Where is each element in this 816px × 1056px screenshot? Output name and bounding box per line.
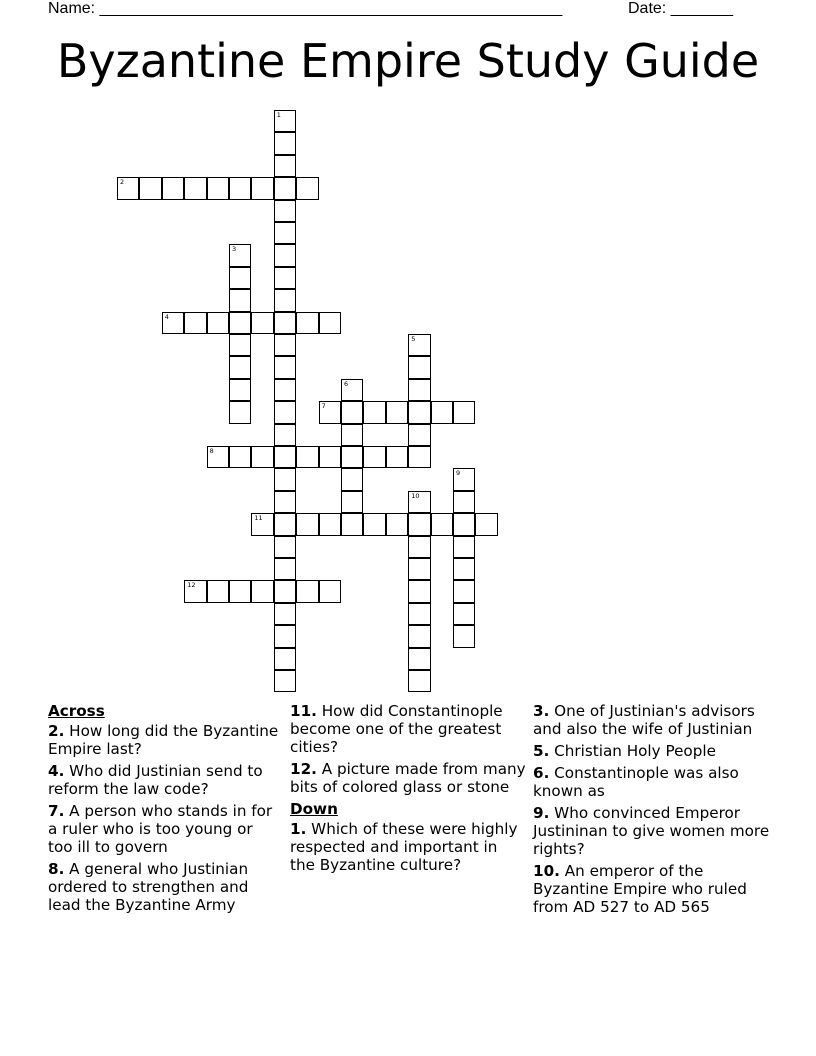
crossword-cell[interactable] [274, 536, 296, 558]
cell-number: 2 [120, 178, 125, 187]
crossword-cell[interactable] [229, 334, 251, 356]
crossword-cell[interactable] [341, 424, 363, 446]
clue-number: 6. [533, 764, 550, 782]
crossword-cell[interactable] [184, 580, 206, 602]
crossword-cell[interactable] [274, 132, 296, 154]
crossword-cell[interactable] [363, 513, 385, 535]
crossword-cell[interactable] [251, 312, 273, 334]
crossword-cell[interactable] [274, 558, 296, 580]
crossword-cell[interactable] [274, 289, 296, 311]
crossword-cell[interactable] [296, 580, 318, 602]
clue-text: How did Constantinople become one of the greatest cities? [290, 702, 503, 756]
crossword-cell[interactable] [229, 289, 251, 311]
crossword-cell[interactable] [408, 513, 430, 535]
crossword-cell[interactable] [274, 648, 296, 670]
clue-number: 2. [48, 722, 65, 740]
crossword-cell[interactable] [274, 200, 296, 222]
crossword-cell[interactable] [408, 648, 430, 670]
clue-across-4 [48, 762, 280, 798]
clue-text: Which of these were highly respected and important in the Byzantine culture? [290, 820, 518, 874]
cell-number: 4 [164, 312, 169, 321]
crossword-cell[interactable] [386, 513, 408, 535]
crossword-cell[interactable] [274, 468, 296, 490]
crossword-cell[interactable] [162, 177, 184, 199]
clue-number: 12. [290, 760, 317, 778]
crossword-cell[interactable] [274, 491, 296, 513]
crossword-cell[interactable] [229, 401, 251, 423]
crossword-cell[interactable] [274, 513, 296, 535]
crossword-cell[interactable] [431, 401, 453, 423]
clue-text: How long did the Byzantine Empire last? [48, 722, 279, 758]
crossword-cell[interactable] [296, 513, 318, 535]
crossword-cell[interactable] [251, 513, 273, 535]
clue-text: An emperor of the Byzantine Empire who ruled from AD 527 to AD 565 [533, 862, 747, 916]
crossword-cell[interactable] [296, 177, 318, 199]
date-line[interactable]: Date: _______ [628, 0, 733, 17]
crossword-cell[interactable] [386, 401, 408, 423]
clue-across-7 [48, 802, 280, 856]
crossword-cell[interactable] [274, 155, 296, 177]
crossword-cell[interactable] [453, 603, 475, 625]
cell-number: 10 [411, 491, 420, 500]
clue-text: One of Justinian's advisors and also the wife of Justinian [533, 702, 755, 738]
crossword-cell[interactable] [319, 580, 341, 602]
crossword-cell[interactable] [251, 446, 273, 468]
clue-down-6 [533, 764, 773, 800]
clue-across-12 [290, 760, 526, 796]
crossword-cell[interactable] [207, 580, 229, 602]
crossword-cell[interactable] [117, 177, 139, 199]
clues-column-3 [533, 702, 773, 920]
crossword-cell[interactable] [408, 401, 430, 423]
crossword-cell[interactable] [229, 356, 251, 378]
crossword-cell[interactable] [431, 513, 453, 535]
crossword-cell[interactable] [274, 356, 296, 378]
clues-column-1 [48, 702, 280, 918]
crossword-cell[interactable] [229, 580, 251, 602]
crossword-cell[interactable] [229, 244, 251, 266]
crossword-cell[interactable] [184, 312, 206, 334]
crossword-cell[interactable] [408, 603, 430, 625]
crossword-cell[interactable] [229, 379, 251, 401]
crossword-cell[interactable] [274, 670, 296, 692]
crossword-cell[interactable] [274, 267, 296, 289]
crossword-cell[interactable] [319, 513, 341, 535]
name-line[interactable]: Name: ____________________________________________________ [48, 0, 563, 17]
clue-number: 11. [290, 702, 317, 720]
clue-down-9 [533, 804, 773, 858]
crossword-cell[interactable] [274, 625, 296, 647]
page-title: Byzantine Empire Study Guide [56, 34, 760, 88]
crossword-cell[interactable] [341, 468, 363, 490]
clue-text: A person who stands in for a ruler who is too young or too ill to govern [48, 802, 273, 856]
crossword-cell[interactable] [319, 401, 341, 423]
crossword-cell[interactable] [296, 446, 318, 468]
clue-number: 7. [48, 802, 65, 820]
clue-down-10 [533, 862, 773, 916]
crossword-cell[interactable] [341, 401, 363, 423]
crossword-cell[interactable] [341, 379, 363, 401]
crossword-cell[interactable] [408, 491, 430, 513]
clue-text: A general who Justinian ordered to strengthen and lead the Byzantine Army [48, 860, 249, 914]
crossword-cell[interactable] [274, 110, 296, 132]
crossword-cell[interactable] [274, 424, 296, 446]
cell-number: 1 [276, 111, 281, 119]
crossword-cell[interactable] [274, 312, 296, 334]
crossword-cell[interactable] [408, 356, 430, 378]
clue-number: 4. [48, 762, 65, 780]
cell-number: 7 [321, 402, 326, 411]
crossword-cell[interactable] [139, 177, 161, 199]
crossword-cell[interactable] [274, 446, 296, 468]
crossword-cell[interactable] [274, 401, 296, 423]
cell-number: 5 [411, 335, 416, 343]
crossword-cell[interactable] [274, 177, 296, 199]
crossword-cell[interactable] [341, 491, 363, 513]
crossword-cell[interactable] [207, 177, 229, 199]
clues-column-2 [290, 702, 526, 878]
crossword-cell[interactable] [453, 491, 475, 513]
crossword-cell[interactable] [453, 536, 475, 558]
across-heading: Across [48, 702, 105, 720]
crossword-cell[interactable] [453, 401, 475, 423]
crossword-cell[interactable] [319, 446, 341, 468]
clue-down-3 [533, 702, 773, 738]
crossword-cell[interactable] [274, 580, 296, 602]
crossword-cell[interactable] [274, 244, 296, 266]
crossword-cell[interactable] [408, 334, 430, 356]
crossword-cell[interactable] [408, 670, 430, 692]
crossword-cell[interactable] [274, 334, 296, 356]
clue-number: 9. [533, 804, 550, 822]
crossword-cell[interactable] [408, 424, 430, 446]
crossword-cell[interactable] [453, 513, 475, 535]
crossword-cell[interactable] [184, 177, 206, 199]
crossword-cell[interactable] [251, 177, 273, 199]
crossword-cell[interactable] [229, 177, 251, 199]
cell-number: 11 [254, 514, 263, 523]
crossword-cell[interactable] [408, 446, 430, 468]
crossword-cell[interactable] [296, 312, 318, 334]
crossword-cell[interactable] [341, 513, 363, 535]
crossword-cell[interactable] [319, 312, 341, 334]
clue-down-1 [290, 820, 526, 874]
crossword-cell[interactable] [229, 267, 251, 289]
clue-across-2 [48, 722, 280, 758]
clue-number: 8. [48, 860, 65, 878]
crossword-cell[interactable] [207, 312, 229, 334]
clue-number: 3. [533, 702, 550, 720]
crossword-cell[interactable] [341, 446, 363, 468]
clue-text: Who did Justinian send to reform the law code? [48, 762, 263, 798]
crossword-cell[interactable] [453, 580, 475, 602]
crossword-cell[interactable] [229, 446, 251, 468]
crossword-cell[interactable] [386, 446, 408, 468]
clue-text: Constantinople was also known as [533, 764, 739, 800]
crossword-cell[interactable] [408, 625, 430, 647]
crossword-cell[interactable] [408, 558, 430, 580]
crossword-cell[interactable] [475, 513, 497, 535]
crossword-cell[interactable] [274, 603, 296, 625]
cell-number: 3 [232, 245, 237, 254]
cell-number: 12 [187, 581, 196, 590]
clue-text: Who convinced Emperor Justininan to give women more rights? [533, 804, 770, 858]
crossword-cell[interactable] [363, 401, 385, 423]
cell-number: 9 [456, 469, 461, 478]
down-heading: Down [290, 800, 338, 818]
clue-number: 10. [533, 862, 560, 880]
crossword-cell[interactable] [207, 446, 229, 468]
cell-number: 6 [344, 379, 349, 388]
clue-across-8 [48, 860, 280, 914]
clue-down-5 [533, 742, 773, 760]
crossword-cell[interactable] [251, 580, 273, 602]
clue-text: Christian Holy People [554, 742, 716, 760]
crossword-cell[interactable] [363, 446, 385, 468]
cell-number: 8 [209, 447, 214, 455]
crossword-cell[interactable] [408, 379, 430, 401]
crossword-cell[interactable] [408, 580, 430, 602]
crossword-cell[interactable] [274, 222, 296, 244]
clue-number: 5. [533, 742, 550, 760]
crossword-cell[interactable] [453, 558, 475, 580]
crossword-cell[interactable] [162, 312, 184, 334]
clue-number: 1. [290, 820, 307, 838]
clue-across-11 [290, 702, 526, 756]
crossword-cell[interactable] [229, 312, 251, 334]
crossword-cell[interactable] [453, 625, 475, 647]
clue-text: A picture made from many bits of colored glass or stone [290, 760, 526, 796]
crossword-cell[interactable] [408, 536, 430, 558]
crossword-cell[interactable] [274, 379, 296, 401]
crossword-cell[interactable] [453, 468, 475, 490]
